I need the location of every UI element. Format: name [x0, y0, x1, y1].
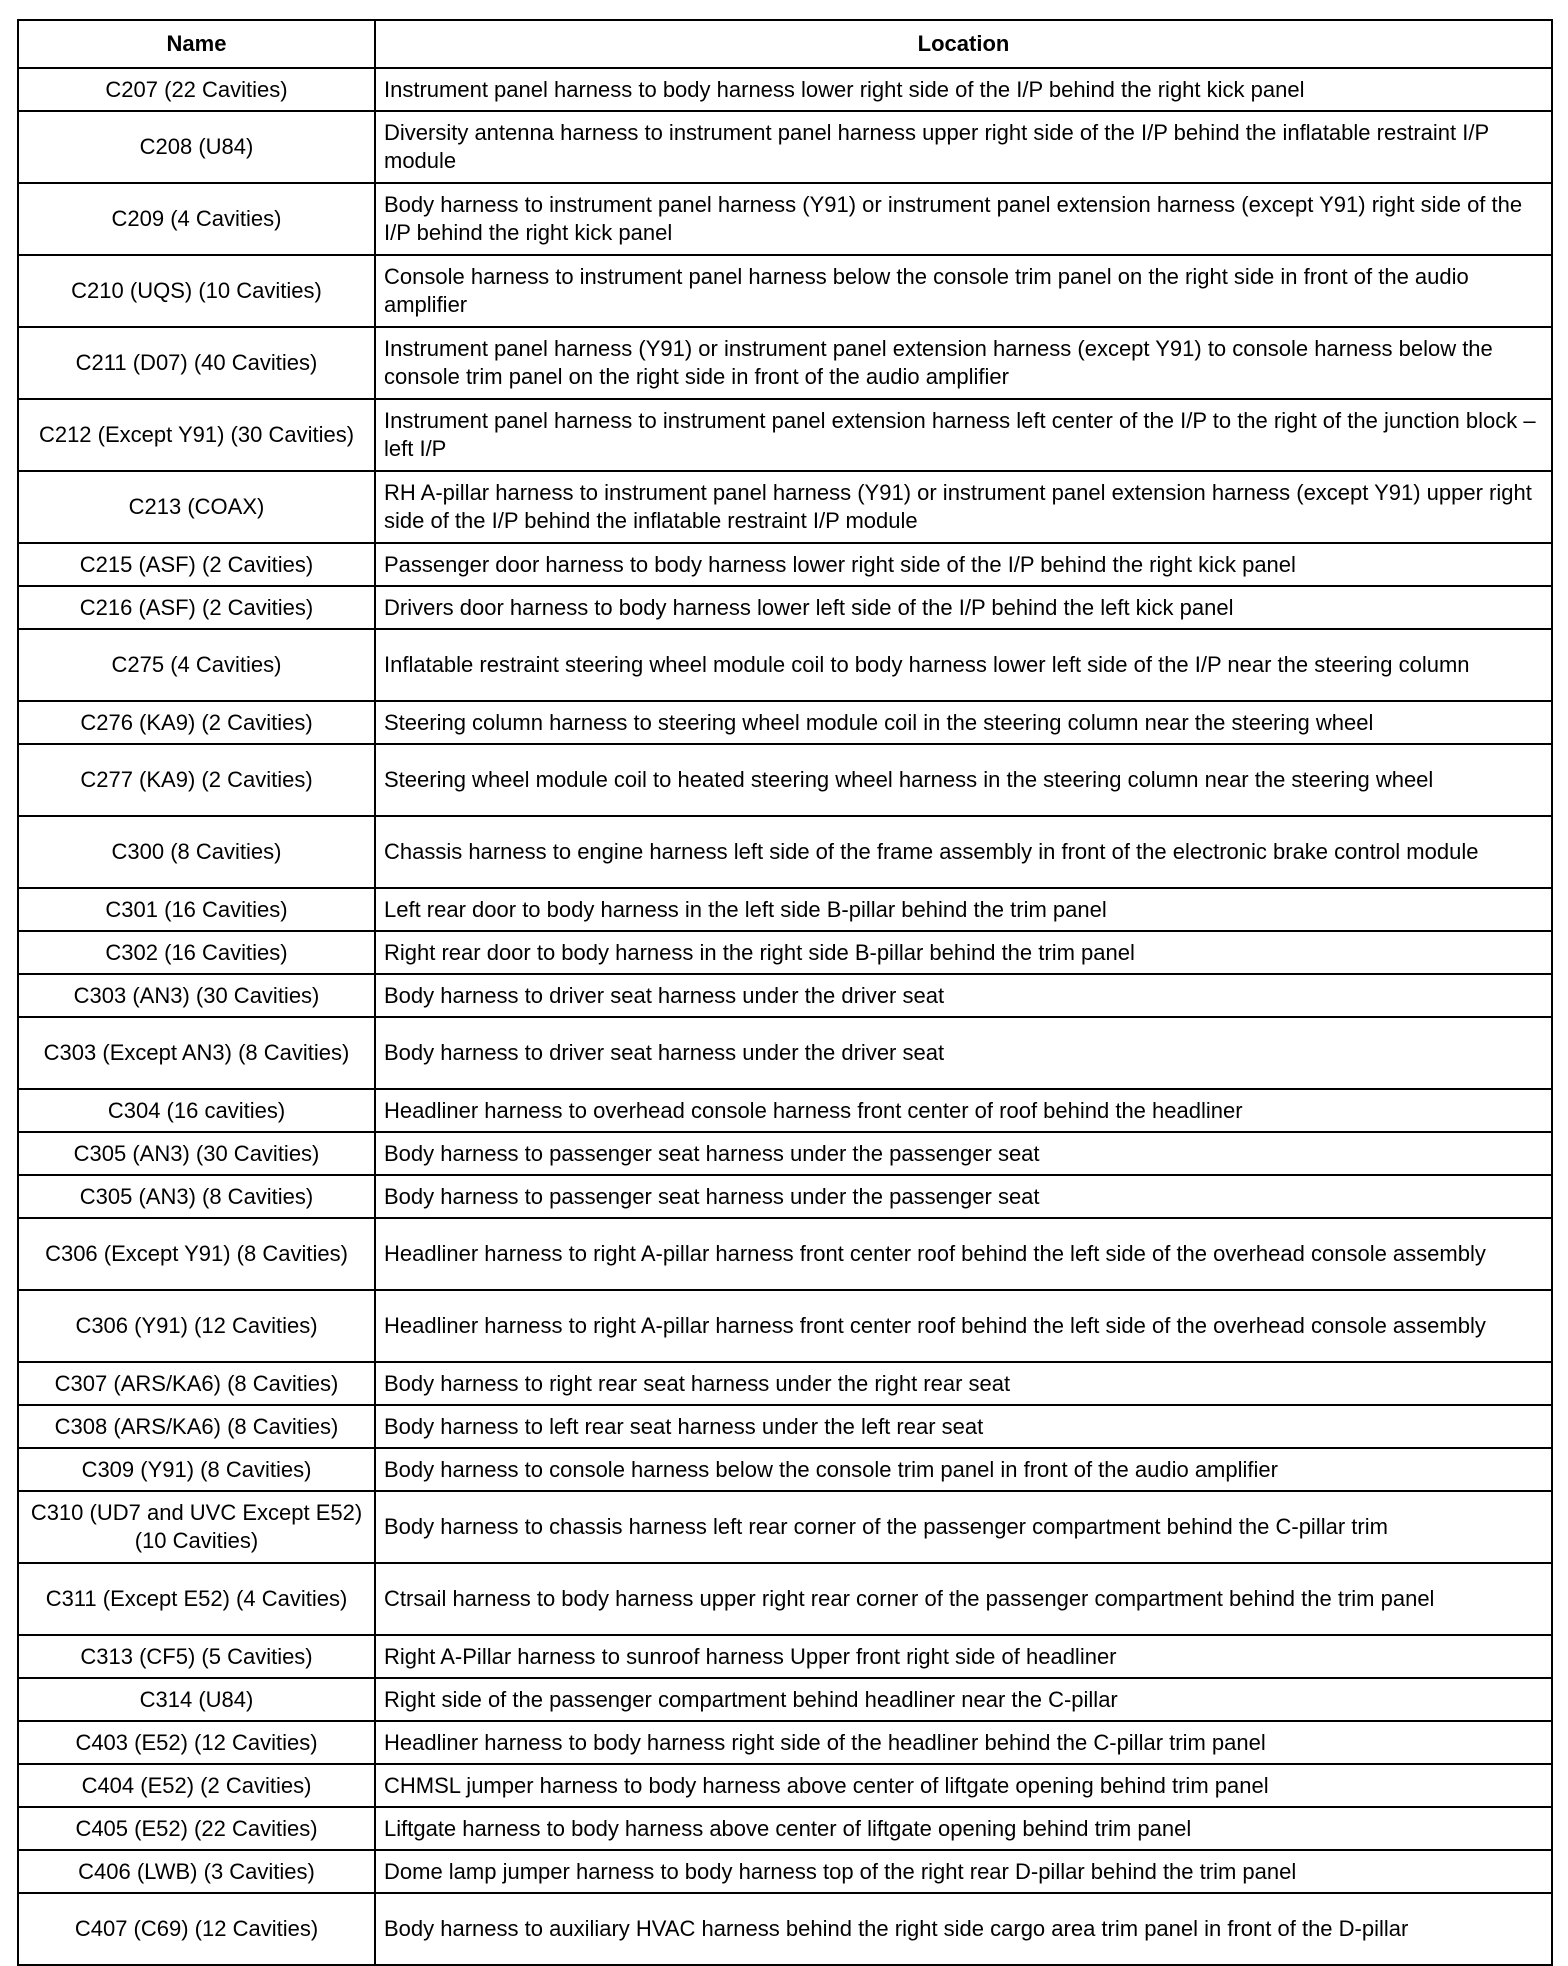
table-row: [18, 629, 1552, 701]
table-row: [18, 1893, 1552, 1965]
connector-name: C213 (COAX): [18, 471, 375, 543]
connector-location: Body harness to auxiliary HVAC harness behind the right side cargo area trim panel in front of the D-pillar: [375, 1893, 1552, 1965]
table-row: [18, 1807, 1552, 1850]
connector-location: Body harness to passenger seat harness under the passenger seat: [375, 1175, 1552, 1218]
connector-location: Right side of the passenger compartment behind headliner near the C-pillar: [375, 1678, 1552, 1721]
connector-name: C305 (AN3) (8 Cavities): [18, 1175, 375, 1218]
connector-location: Body harness to passenger seat harness under the passenger seat: [375, 1132, 1552, 1175]
connector-location: Drivers door harness to body harness lower left side of the I/P behind the left kick panel: [375, 586, 1552, 629]
connector-name: C405 (E52) (22 Cavities): [18, 1807, 375, 1850]
connector-location: Body harness to right rear seat harness under the right rear seat: [375, 1362, 1552, 1405]
connector-name: C404 (E52) (2 Cavities): [18, 1764, 375, 1807]
connector-name: C406 (LWB) (3 Cavities): [18, 1850, 375, 1893]
table-row: [18, 471, 1552, 543]
table-row: [18, 1764, 1552, 1807]
table-row: [18, 255, 1552, 327]
connector-location: Body harness to console harness below the console trim panel in front of the audio amplifier: [375, 1448, 1552, 1491]
connector-location: CHMSL jumper harness to body harness above center of liftgate opening behind trim panel: [375, 1764, 1552, 1807]
table-row: [18, 1635, 1552, 1678]
table-row: [18, 1362, 1552, 1405]
connector-name: C212 (Except Y91) (30 Cavities): [18, 399, 375, 471]
connector-location: Headliner harness to right A-pillar harness front center roof behind the left side of the overhead console assembly: [375, 1290, 1552, 1362]
location-column-header: Location: [375, 20, 1552, 68]
table-row: [18, 1678, 1552, 1721]
connector-name: C314 (U84): [18, 1678, 375, 1721]
table-row: [18, 1175, 1552, 1218]
connector-location: Inflatable restraint steering wheel module coil to body harness lower left side of the I/P near the steering column: [375, 629, 1552, 701]
connector-location: Body harness to instrument panel harness (Y91) or instrument panel extension harness (except Y91) right side of the I/P behind the right kick panel: [375, 183, 1552, 255]
table-row: [18, 1218, 1552, 1290]
table-row: [18, 1850, 1552, 1893]
table-row: [18, 1563, 1552, 1635]
table-row: [18, 68, 1552, 111]
table-row: [18, 1491, 1552, 1563]
table-row: [18, 1721, 1552, 1764]
connector-name: C307 (ARS/KA6) (8 Cavities): [18, 1362, 375, 1405]
connector-name: C308 (ARS/KA6) (8 Cavities): [18, 1405, 375, 1448]
connector-location: Liftgate harness to body harness above center of liftgate opening behind trim panel: [375, 1807, 1552, 1850]
connector-name: C306 (Except Y91) (8 Cavities): [18, 1218, 375, 1290]
connector-name: C310 (UD7 and UVC Except E52) (10 Cavities): [18, 1491, 375, 1563]
table-row: [18, 816, 1552, 888]
table-row: [18, 183, 1552, 255]
connector-location: Body harness to left rear seat harness under the left rear seat: [375, 1405, 1552, 1448]
connector-name: C306 (Y91) (12 Cavities): [18, 1290, 375, 1362]
connector-name: C215 (ASF) (2 Cavities): [18, 543, 375, 586]
connector-location: Body harness to chassis harness left rear corner of the passenger compartment behind the C-pillar trim: [375, 1491, 1552, 1563]
connector-name: C303 (Except AN3) (8 Cavities): [18, 1017, 375, 1089]
table-row: [18, 744, 1552, 816]
connector-location: Steering column harness to steering wheel module coil in the steering column near the steering wheel: [375, 701, 1552, 744]
connector-name: C208 (U84): [18, 111, 375, 183]
table-row: [18, 1448, 1552, 1491]
connector-location: Body harness to driver seat harness under the driver seat: [375, 974, 1552, 1017]
connector-location: Right rear door to body harness in the right side B-pillar behind the trim panel: [375, 931, 1552, 974]
connector-location: Passenger door harness to body harness lower right side of the I/P behind the right kick panel: [375, 543, 1552, 586]
connector-name: C209 (4 Cavities): [18, 183, 375, 255]
connector-name: C303 (AN3) (30 Cavities): [18, 974, 375, 1017]
connector-location: Ctrsail harness to body harness upper right rear corner of the passenger compartment behind the trim panel: [375, 1563, 1552, 1635]
connector-location: Steering wheel module coil to heated steering wheel harness in the steering column near the steering wheel: [375, 744, 1552, 816]
connector-name: C210 (UQS) (10 Cavities): [18, 255, 375, 327]
connector-name: C305 (AN3) (30 Cavities): [18, 1132, 375, 1175]
table-row: [18, 888, 1552, 931]
table-row: [18, 1290, 1552, 1362]
connector-name: C301 (16 Cavities): [18, 888, 375, 931]
connector-location: Body harness to driver seat harness under the driver seat: [375, 1017, 1552, 1089]
connector-location: Diversity antenna harness to instrument panel harness upper right side of the I/P behind the inflatable restraint I/P module: [375, 111, 1552, 183]
connector-location: Left rear door to body harness in the left side B-pillar behind the trim panel: [375, 888, 1552, 931]
table-row: [18, 931, 1552, 974]
table-row: [18, 1405, 1552, 1448]
name-column-header: Name: [18, 20, 375, 68]
table-row: [18, 327, 1552, 399]
table-row: [18, 111, 1552, 183]
connector-location: Chassis harness to engine harness left side of the frame assembly in front of the electronic brake control module: [375, 816, 1552, 888]
connector-location: Headliner harness to right A-pillar harness front center roof behind the left side of the overhead console assembly: [375, 1218, 1552, 1290]
connector-location: Headliner harness to body harness right side of the headliner behind the C-pillar trim panel: [375, 1721, 1552, 1764]
connector-location: Console harness to instrument panel harness below the console trim panel on the right side in front of the audio amplifier: [375, 255, 1552, 327]
connector-location: Right A-Pillar harness to sunroof harness Upper front right side of headliner: [375, 1635, 1552, 1678]
table-row: [18, 543, 1552, 586]
connector-name: C309 (Y91) (8 Cavities): [18, 1448, 375, 1491]
connector-name: C277 (KA9) (2 Cavities): [18, 744, 375, 816]
table-row: [18, 974, 1552, 1017]
connector-location: RH A-pillar harness to instrument panel harness (Y91) or instrument panel extension harness (except Y91) upper right side of the I/P behind the inflatable restraint I/P module: [375, 471, 1552, 543]
connector-name: C216 (ASF) (2 Cavities): [18, 586, 375, 629]
table-row: [18, 586, 1552, 629]
connector-name: C275 (4 Cavities): [18, 629, 375, 701]
connector-name: C403 (E52) (12 Cavities): [18, 1721, 375, 1764]
connector-name: C211 (D07) (40 Cavities): [18, 327, 375, 399]
table-row: [18, 701, 1552, 744]
connector-name: C313 (CF5) (5 Cavities): [18, 1635, 375, 1678]
connector-name: C207 (22 Cavities): [18, 68, 375, 111]
table-row: [18, 399, 1552, 471]
connector-location: Instrument panel harness to instrument panel extension harness left center of the I/P to the right of the junction block – left I/P: [375, 399, 1552, 471]
connector-location-table: [17, 19, 1553, 1966]
table-row: [18, 1132, 1552, 1175]
connector-name: C276 (KA9) (2 Cavities): [18, 701, 375, 744]
table-row: [18, 1017, 1552, 1089]
table-row: [18, 1089, 1552, 1132]
connector-name: C300 (8 Cavities): [18, 816, 375, 888]
connector-location: Instrument panel harness to body harness lower right side of the I/P behind the right kick panel: [375, 68, 1552, 111]
connector-name: C311 (Except E52) (4 Cavities): [18, 1563, 375, 1635]
connector-location: Headliner harness to overhead console harness front center of roof behind the headliner: [375, 1089, 1552, 1132]
connector-name: C302 (16 Cavities): [18, 931, 375, 974]
connector-location: Instrument panel harness (Y91) or instrument panel extension harness (except Y91) to console harness below the console trim panel on the right side in front of the audio amplifier: [375, 327, 1552, 399]
connector-name: C407 (C69) (12 Cavities): [18, 1893, 375, 1965]
connector-name: C304 (16 cavities): [18, 1089, 375, 1132]
connector-location: Dome lamp jumper harness to body harness top of the right rear D-pillar behind the trim panel: [375, 1850, 1552, 1893]
table-header-row: [18, 20, 1552, 68]
